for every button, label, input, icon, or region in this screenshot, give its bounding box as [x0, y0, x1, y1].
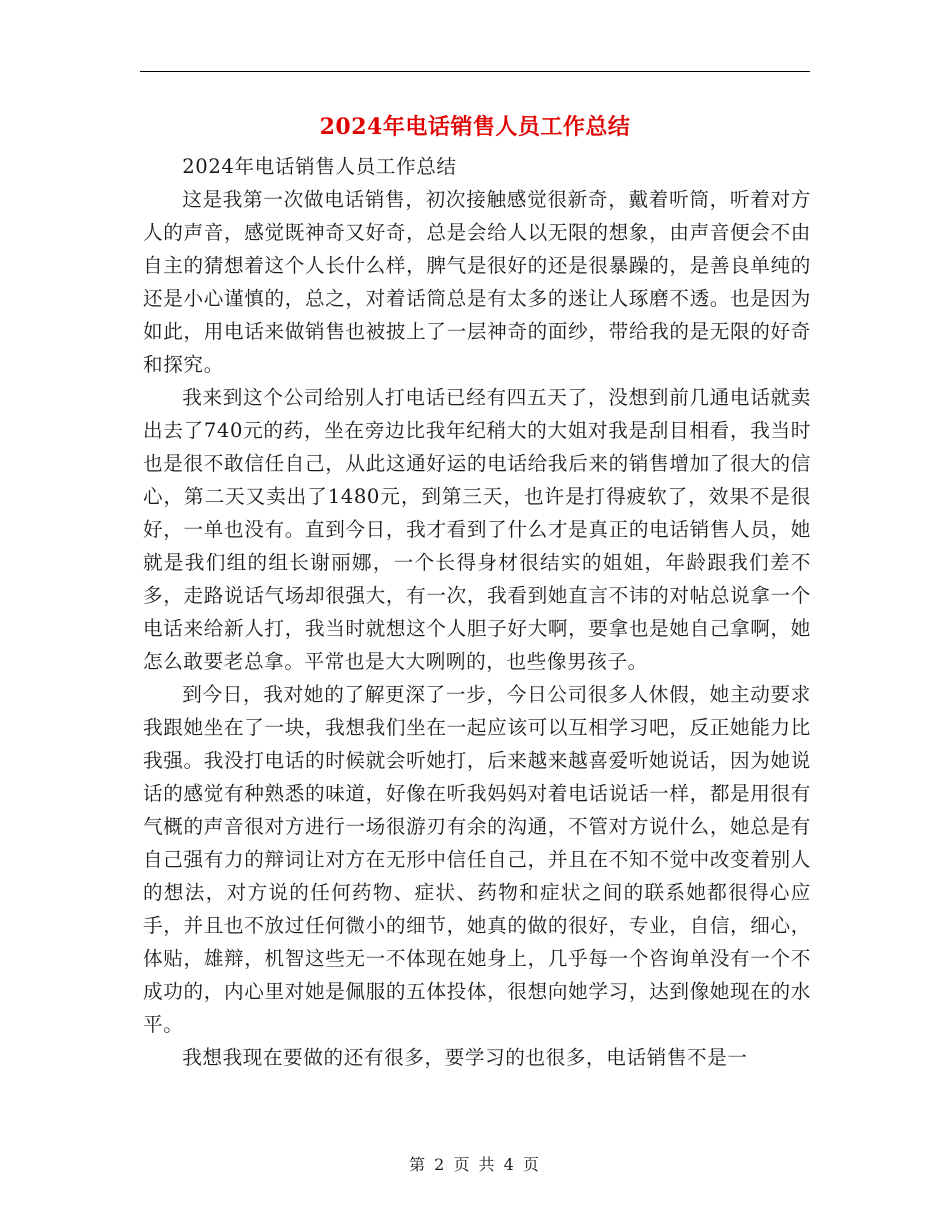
- document-title: 2024年电话销售人员工作总结: [319, 114, 631, 140]
- paragraph: 到今日，我对她的了解更深了一步，今日公司很多人休假，她主动要求我跟她坐在了一块，我想我们坐在一起应该可以互相学习吧，反正她能力比我强。我没打电话的时候就会听她打，后来越来越喜爱听她说话，因为她说话的感觉有种熟悉的味道，好像在听我妈妈对着电话说话一样，都是用很有气概的声音很对方进行一场很游刃有余的沟通，不管对方说什么，她总是有自己强有力的辩词让对方在无形中信任自己，并且在不知不觉中改变着别人的想法，对方说的任何药物、症状、药物和症状之间的联系她都很得心应手，并且也不放过任何微小的细节，她真的做的很好，专业，自信，细心，体贴，雄辩，机智这些无一不体现在她身上，几乎每一个咨询单没有一个不成功的，内心里对她是佩服的五体投体，很想向她学习，达到像她现在的水平。: [143, 683, 811, 1036]
- paragraph: 我想我现在要做的还有很多，要学习的也很多，电话销售不是一: [182, 1046, 748, 1069]
- header-rule: [140, 71, 810, 72]
- page-number: 第 2 页 共 4 页: [409, 1155, 541, 1174]
- paragraph-subtitle: 2024年电话销售人员工作总结: [182, 155, 457, 178]
- document-body: [143, 150, 811, 1074]
- paragraph: 我来到这个公司给别人打电话已经有四五天了，没想到前几通电话就卖出去了740元的药，坐在旁边比我年纪稍大的大姐对我是刮目相看，我当时也是很不敢信任自己，从此这通好运的电话给我后来的销售增加了很大的信心，第二天又卖出了1480元，到第三天，也许是打得疲软了，效果不是很好，一单也没有。直到今日，我才看到了什么才是真正的电话销售人员，她就是我们组的组长谢丽娜，一个长得身材很结实的姐姐，年龄跟我们差不多，走路说话气场却很强大，有一次，我看到她直言不讳的对帖总说拿一个电话来给新人打，我当时就想这个人胆子好大啊，要拿也是她自己拿啊，她怎么敢要老总拿。平常也是大大咧咧的，也些像男孩子。: [143, 386, 811, 673]
- paragraph: 这是我第一次做电话销售，初次接触感觉很新奇，戴着听筒，听着对方人的声音，感觉既神奇又好奇，总是会给人以无限的想象，由声音便会不由自主的猜想着这个人长什么样，脾气是很好的还是很暴躁的，是善良单纯的还是小心谨慎的，总之，对着话筒总是有太多的迷让人琢磨不透。也是因为如此，用电话来做销售也被披上了一层神奇的面纱，带给我的是无限的好奇和探究。: [143, 188, 811, 376]
